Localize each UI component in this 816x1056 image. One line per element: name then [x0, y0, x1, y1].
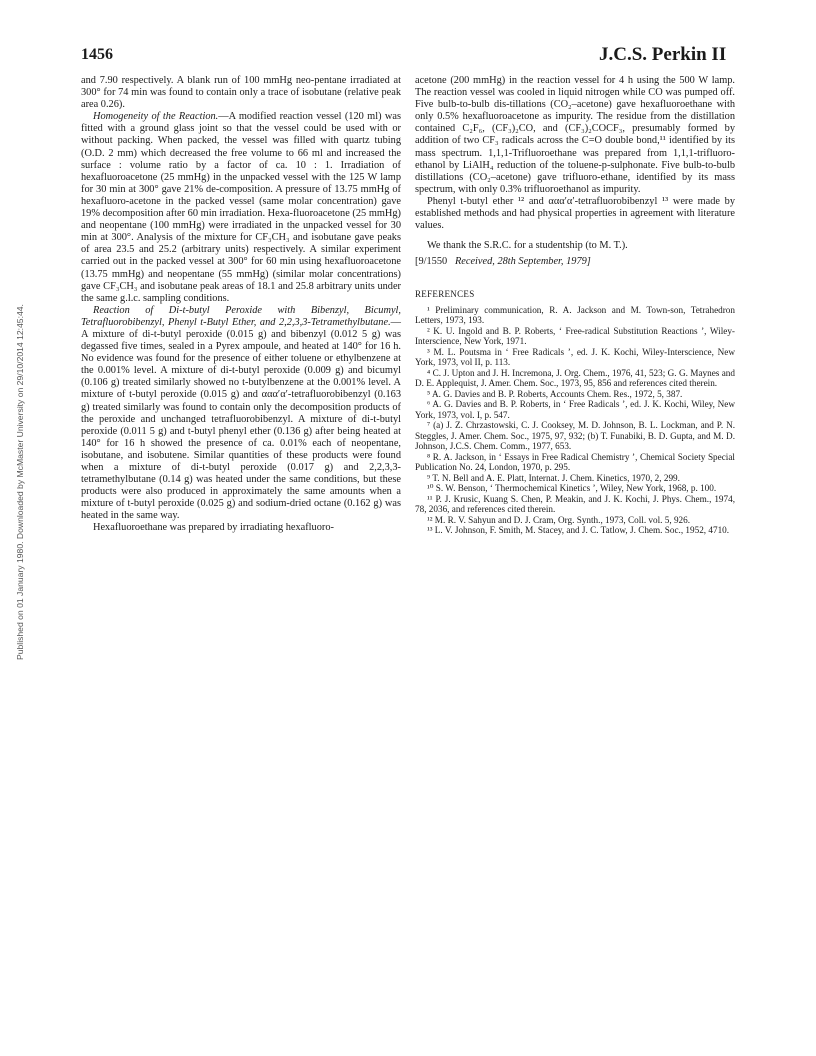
reference-item: ¹³ L. V. Johnson, F. Smith, M. Stacey, and J. C. Tatlow, J. Chem. Soc., 1952, 4710.	[427, 525, 730, 535]
page-number: 1456	[81, 46, 113, 63]
paragraph-blank-run: and 7.90 respectively. A blank run of 100 mmHg neo-pentane irradiated at 300° for 74 min was found to contain only a trace of isobutane (relative peak area 0.26).	[81, 75, 401, 111]
reference-item: ⁷ (a) J. Z. Chrzastowski, C. J. Cooksey, M. D. Johnson, B. L. Lockman, and P. N. Steggles, J. Amer. Chem. Soc., 1975, 97, 932; (b) T. Funabiki, B. D. Gupta, and M. D. Johnson, J.C.S. Chem. Comm., 1977, 653.	[415, 420, 735, 451]
section-heading-peroxide: Reaction of Di-t-butyl Peroxide with Bibenzyl, Bicumyl, Tetrafluorobibenzyl, Phenyl t-Butyl Ether, and 2,2,3,3-Tetramethylbutane.	[81, 304, 401, 328]
reference-item: ¹² M. R. V. Sahyun and D. J. Cram, Org. Synth., 1973, Coll. vol. 5, 926.	[427, 514, 691, 525]
journal-title: J.C.S. Perkin II	[599, 44, 727, 65]
paragraph-ether-synthesis: Phenyl t-butyl ether ¹² and ααα′α′-tetrafluorobibenzyl ¹³ were made by established methods and had physical properties in agreement with literature values.	[415, 195, 735, 232]
download-watermark: Published on 01 January 1980. Downloaded by McMaster University on 29/10/2014 12:45:44.	[15, 304, 25, 660]
reference-item: ¹ Preliminary communication, R. A. Jackson and M. Town-son, Tetrahedron Letters, 1973, 193.	[415, 304, 735, 325]
acknowledgement: We thank the S.R.C. for a studentship (to M. T.).	[427, 240, 628, 252]
section-heading-homogeneity: Homogeneity of the Reaction.	[93, 111, 219, 123]
reference-item: ¹¹ P. J. Krusic, Kuang S. Chen, P. Meakin, and J. K. Kochi, J. Phys. Chem., 1974, 78, 2036, and references cited therein.	[415, 493, 735, 514]
received-date: [9/1550 Received, 28th September, 1979]	[415, 256, 591, 268]
paragraph-hexafluoroethane: Hexafluoroethane was prepared by irradiating hexafluoro-	[93, 522, 334, 534]
paragraph-homogeneity: Homogeneity of the Reaction.—A modified reaction vessel (120 ml) was fitted with a ground glass joint so that the vessel could be used with or without packing. When packed, the vessel was filled with quartz tubing (O.D. 2 mm) which decreased the free volume to 66 ml and increased the surface : volume ratio by a factor of ca. 10 : 1. Irradiation of hexafluoroacetone (25 mmHg) in the unpacked vessel with the 125 W lamp for 30 min at 300° gave 21% de-composition. A pressure of 13.75 mmHg of hexafluoro-acetone in the packed vessel (same molar concentration) gave 19% decomposition after 60 min irradiation. Hexa-fluoroacetone (25 mmHg) and neopentane (100 mmHg) were irradiated in the unpacked vessel for 30 min at 300°. Analysis of the mixture for CF₃CH₃ and isobutane gave peaks of area 23.5 and 25.2 (arbitrary units) respectively. A similar experiment carried out in the packed vessel at 300° for 60 min using hexafluoroacetone (13.75 mmHg) and neopentane (55 mmHg) (similar molar concentrations) gave CF₃CH₃ and isobutane peak areas of 18.1 and 25.8 arbitrary units under the same g.l.c. sampling conditions.	[81, 111, 401, 304]
reference-item: ¹⁰ S. W. Benson, ‘ Thermochemical Kinetics ’, Wiley, New York, 1968, p. 100.	[427, 483, 717, 493]
paragraph-peroxide-reactions: Reaction of Di-t-butyl Peroxide with Bibenzyl, Bicumyl, Tetrafluorobibenzyl, Phenyl t-Butyl Ether, and 2,2,3,3-Tetramethylbutane.—A mixture of di-t-butyl peroxide (0.015 g) and bibenzyl (0.012 5 g) was degassed five times, sealed in a Pyrex ampoule, and heated at 140° for 16 h. No evidence was found for the presence of either toluene or ethylbenzene at the 0.001% level. A mixture of di-t-butyl peroxide (0.009 g) and bicumyl (0.106 g) treated similarly showed no t-butylbenzene at the 0.001% level. A mixture of t-butyl peroxide (0.015 g) and ααα′α′-tetrafluorobibenzyl (0.163 g) treated similarly was found to contain only the decomposition products of the peroxide and unchanged tetrafluorobibenzyl. A mixture of di-t-butyl peroxide (0.011 5 g) and t-butyl phenyl ether (0.136 g) after being heated at 140° for 16 h showed the presence of ca. 0.01% each of neopentane, isobutane, and isobutene. Similar quantities of these products were found when a mixture of di-t-butyl peroxide (0.017 g) and 2,2,3,3-tetramethylbutane (0.14 g) was heated under the same conditions, but these products were also produced in approximately the same amounts when a mixture of t-butyl peroxide (0.025 g) and sodium-dried octane (0.162 g) was heated in the same way.	[81, 304, 401, 522]
reference-item: ² K. U. Ingold and B. P. Roberts, ‘ Free-radical Substitution Reactions ’, Wiley-Interscience, New York, 1971.	[415, 325, 735, 346]
reference-item: ⁴ C. J. Upton and J. H. Incremona, J. Org. Chem., 1976, 41, 523; G. G. Maynes and D. E. Applequist, J. Amer. Chem. Soc., 1973, 95, 856 and references cited therein.	[415, 367, 735, 388]
paragraph-preparation: acetone (200 mmHg) in the reaction vessel for 4 h using the 500 W lamp. The reaction vessel was cooled in liquid nitrogen while CO was pumped off. Five bulb-to-bulb dis-tillations (CO₂–acetone) gave hexafluoroethane with only 0.5% hexafluoroacetone as impurity. The residue from the distillation contained C₂F₆, (CF₃)₂CO, and (CF₃)₂COCF₃, presumably formed by addition of two CF₃ radicals across the C=O double bond,¹¹ identified by its mass spectrum. 1,1,1-Trifluoroethane was prepared from 1,1,1-trifluoro-ethanol by LiAlH₄ reduction of the toluene-p-sulphonate. Five bulb-to-bulb distillations (CO₂–acetone) gave trifluoro-ethane, identified by its mass spectrum, with only 0.3% trifluoroethanol as impurity.	[415, 75, 735, 195]
references-list	[415, 305, 735, 536]
reference-item: ⁵ A. G. Davies and B. P. Roberts, Accounts Chem. Res., 1972, 5, 387.	[427, 388, 683, 399]
references-heading: REFERENCES	[415, 289, 475, 300]
reference-item: ⁹ T. N. Bell and A. E. Platt, Internat. J. Chem. Kinetics, 1970, 2, 299.	[427, 472, 680, 483]
reference-item: ⁶ A. G. Davies and B. P. Roberts, in ‘ Free Radicals ’, ed. J. K. Kochi, Wiley, New York, 1973, vol. I, p. 547.	[415, 399, 735, 420]
right-column	[415, 75, 735, 536]
reference-item: ³ M. L. Poutsma in ‘ Free Radicals ’, ed. J. K. Kochi, Wiley-Interscience, New York, 1973, vol II, p. 113.	[415, 346, 735, 367]
reference-item: ⁸ R. A. Jackson, in ‘ Essays in Free Radical Chemistry ’, Chemical Society Special Publication No. 24, London, 1970, p. 295.	[415, 451, 735, 472]
left-column	[81, 75, 401, 535]
